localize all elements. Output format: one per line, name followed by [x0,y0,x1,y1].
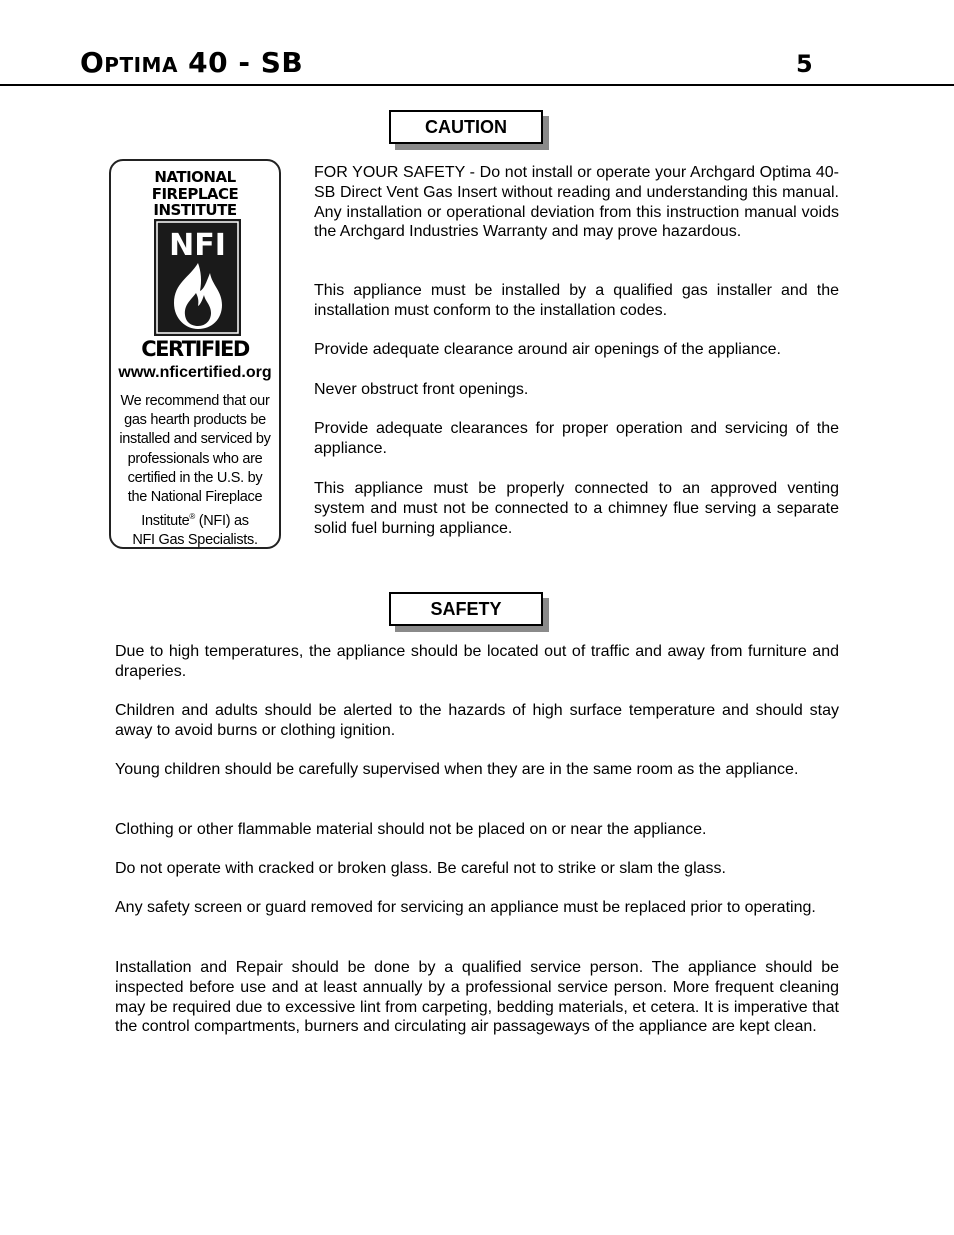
nfi-url: www.nficertified.org [118,364,272,381]
safety-paragraph: Young children should be carefully supervised when they are in the same room as the appliance. [115,761,799,778]
page-header [0,44,954,86]
nfi-logo [154,219,241,336]
nfi-recommendation-part1: We recommend that our gas hearth products be installed and serviced by professionals who are certified in the U.S. by the National Fireplace Institute [119,393,271,530]
nfi-org-name: NATIONAL FIREPLACE INSTITUTE [151,168,239,219]
nfi-certified-label: CERTIFIED [141,337,249,361]
caution-heading: CAUTION [389,110,543,144]
safety-paragraph: Children and adults should be alerted to the hazards of high surface temperature and should stay away to avoid burns or clothing ignition. [115,702,839,739]
document-title: Optima 40 - SB [80,46,304,79]
safety-paragraph: Do not operate with cracked or broken glass. Be careful not to strike or slam the glass. [115,860,726,877]
safety-paragraph: Any safety screen or guard removed for servicing an appliance must be replaced prior to operating. [115,899,816,916]
nfi-recommendation [115,392,275,550]
safety-paragraph: Clothing or other flammable material should not be placed on or near the appliance. [115,821,707,838]
caution-paragraph: FOR YOUR SAFETY - Do not install or operate your Archgard Optima 40-SB Direct Vent Gas Insert without reading and understanding this manual. Any installation or operational deviation from this instruction manual voids the Archgard Industries Warranty and may prove hazardous. [314,164,839,241]
safety-paragraph: Due to high temperatures, the appliance should be located out of traffic and away from furniture and draperies. [115,643,839,680]
page-number: 5 [796,50,813,78]
caution-paragraph: Never obstruct front openings. [314,381,529,398]
caution-paragraph: This appliance must be properly connected to an approved venting system and must not be connected to a chimney flue serving a separate solid fuel burning appliance. [314,480,839,537]
nfi-logo-text: NFI [169,228,226,263]
safety-heading: SAFETY [389,592,543,626]
nfi-certified-badge [109,159,281,549]
nfi-recommendation-part2: (NFI) as NFI Gas Specialists. [132,513,258,549]
caution-paragraph: Provide adequate clearances for proper operation and servicing of the appliance. [314,420,839,457]
caution-paragraph: This appliance must be installed by a qualified gas installer and the installation must conform to the installation codes. [314,282,839,319]
caution-paragraph: Provide adequate clearance around air openings of the appliance. [314,341,781,358]
safety-paragraph: Installation and Repair should be done by a qualified service person. The appliance should be inspected before use and at least annually by a professional service person. More frequent cleaning may be required due to excessive lint from carpeting, bedding materials, et cetera. It is imperative that the control compartments, burners and circulating air passageways of the appliance are kept clean. [115,959,839,1036]
registered-mark: ® [189,512,195,522]
